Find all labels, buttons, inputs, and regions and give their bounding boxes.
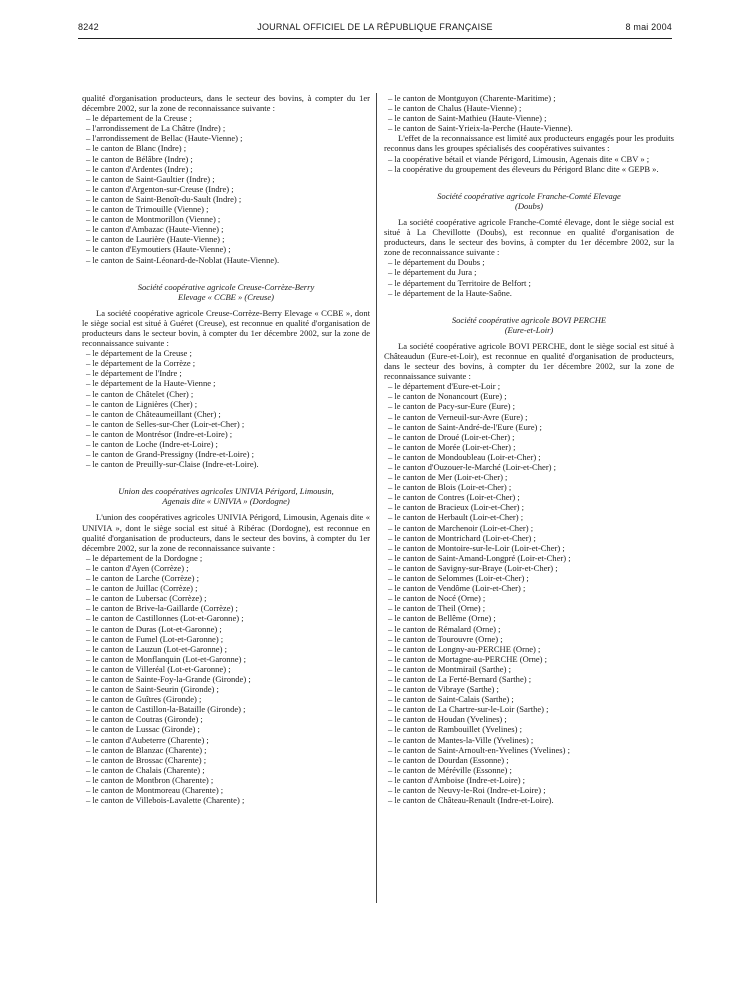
list-item: – le canton de Méréville (Essonne) ; [388, 764, 512, 775]
list-item: – le canton d'Ayen (Corrèze) ; [86, 562, 189, 573]
list-item: – l'arrondissement de La Châtre (Indre) ; [86, 123, 226, 134]
journal-title: JOURNAL OFFICIEL DE LA RÉPUBLIQUE FRANÇAISE [257, 22, 493, 32]
list-item: – le canton de Mantes-la-Ville (Yvelines) ; [388, 734, 534, 745]
list-item: – le canton de Saint-Amand-Longpré (Loir-et-Cher) ; [388, 552, 571, 563]
list-item: – le canton de Vendôme (Loir-et-Cher) ; [388, 583, 526, 594]
section-paragraph-franche-comte: La société coopérative agricole Franche-Comté élevage, dont le siège social est situé à La Chevillotte (Doubs), est reconnue en qualité d'organisation de producteurs, dans le secteur des bovins, à compter du 1er décembre 2002, sur la zone de reconnaissance suivante : [384, 216, 674, 258]
list-item: – le canton de Morée (Loir-et-Cher) ; [388, 441, 516, 452]
list-item: – le canton de Vibraye (Sarthe) ; [388, 684, 499, 695]
list-item: – le canton de La Ferté-Bernard (Sarthe) ; [388, 673, 532, 684]
list-item: – le canton de Juillac (Corrèze) ; [86, 583, 198, 594]
list-item: – le canton de Blanc (Indre) ; [86, 143, 187, 154]
list-item: – le canton de Grand-Pressigny (Indre-et-Loire) ; [86, 449, 255, 460]
univia-continued-list [384, 93, 674, 133]
list-item: – le canton de Monflanquin (Lot-et-Garonne) ; [86, 653, 246, 664]
list-item: – le canton de Montmorillon (Vienne) ; [86, 214, 221, 225]
list-item: – le département du Doubs ; [388, 257, 485, 268]
list-item: – le canton de Contres (Loir-et-Cher) ; [388, 492, 520, 503]
list-item: – le canton de Lignières (Cher) ; [86, 398, 198, 409]
franche-comte-zone-list [384, 257, 674, 297]
list-item: – le canton de Brive-la-Gaillarde (Corrèze) ; [86, 603, 238, 614]
list-item: – le canton de Fumel (Lot-et-Garonne) ; [86, 633, 224, 644]
list-item: – le canton de Saint-Léonard-de-Noblat (Haute-Vienne). [86, 254, 280, 265]
list-item: – le canton de Savigny-sur-Braye (Loir-et-Cher) ; [388, 562, 558, 573]
publication-date: 8 mai 2004 [625, 22, 672, 32]
list-item: – le canton de Castillon-la-Bataille (Gironde) ; [86, 704, 246, 715]
list-item: – le canton de Coutras (Gironde) ; [86, 714, 203, 725]
list-item: – le canton de Laurière (Haute-Vienne) ; [86, 234, 225, 245]
list-item: – le canton de Dourdan (Essonne) ; [388, 754, 509, 765]
list-item: – le canton d'Ambazac (Haute-Vienne) ; [86, 224, 224, 235]
list-item: – la coopérative du groupement des éleveurs du Périgord Blanc dite « GEPB ». [388, 163, 659, 174]
section-paragraph-ccbe: La société coopérative agricole Creuse-Corrèze-Berry Elevage « CCBE », dont le siège social est situé à Guéret (Creuse), est reconnue en qualité d'organisation de producteurs dans le secteur bovin, à compter du 1er décembre 2002, sur la zone de reconnaissance suivante : [82, 307, 370, 349]
list-item: – le canton de Bracieux (Loir-et-Cher) ; [388, 502, 525, 513]
univia-zone-list [82, 553, 370, 805]
list-item: – le canton de Verneuil-sur-Avre (Eure) ; [388, 411, 528, 422]
list-item: – le canton de Marchenoir (Loir-et-Cher) ; [388, 522, 534, 533]
list-item: – le canton d'Ouzouer-le-Marché (Loir-et-Cher) ; [388, 462, 557, 472]
list-item: – le canton de Houdan (Yvelines) ; [388, 714, 507, 725]
list-item: – le canton de Mer (Loir-et-Cher) ; [388, 472, 508, 483]
list-item: – le canton de Blois (Loir-et-Cher) ; [388, 482, 512, 493]
list-item: – le canton de Montmirail (Sarthe) ; [388, 663, 511, 674]
list-item: – le canton de Rémalard (Orne) ; [388, 623, 501, 634]
list-item: – le canton de Nonancourt (Eure) ; [388, 391, 507, 402]
list-item: – le département de la Creuse ; [86, 348, 192, 359]
list-item: – le canton de Saint-André-de-l'Eure (Eure) ; [388, 421, 542, 432]
list-item: – le canton de Pacy-sur-Eure (Eure) ; [388, 401, 516, 412]
list-item: – le canton d'Aubeterre (Charente) ; [86, 734, 209, 745]
bovi-perche-zone-list [384, 381, 674, 805]
list-item: – le canton de Droué (Loir-et-Cher) ; [388, 431, 515, 442]
list-item: – le canton de Tourouvre (Orne) ; [388, 633, 503, 644]
list-item: – le canton de Montbron (Charente) ; [86, 774, 214, 785]
list-item: – le canton de Montmoreau (Charente) ; [86, 785, 224, 795]
list-item: – le canton de Blanzac (Charente) ; [86, 744, 207, 755]
list-item: – le canton de Chalais (Charente) ; [86, 764, 205, 775]
list-item: – le département de la Corrèze ; [86, 358, 196, 369]
section-title-franche-comte: Société coopérative agricole Franche-Comté Elevage (Doubs) [437, 190, 621, 211]
list-item: – le canton de Selles-sur-Cher (Loir-et-Cher) ; [86, 418, 245, 429]
list-item: – le canton d'Ardentes (Indre) ; [86, 163, 193, 174]
list-item: – le canton de Neuvy-le-Roi (Indre-et-Loire) ; [388, 785, 546, 795]
list-item: – le département du Jura ; [388, 267, 477, 278]
section-title-ccbe: Société coopérative agricole Creuse-Corrèze-Berry Elevage « CCBE » (Creuse) [137, 281, 315, 302]
list-item: – le canton de Larche (Corrèze) ; [86, 573, 199, 584]
list-item: – le canton de Mondoubleau (Loir-et-Cher) ; [388, 451, 541, 462]
column-divider [376, 93, 377, 903]
list-item: – le canton de Bélâbre (Indre) ; [86, 153, 193, 164]
list-item: – le canton de Château-Renault (Indre-et-Loire). [388, 795, 554, 806]
list-item: – la coopérative bétail et viande Périgord, Limousin, Agenais dite « CBV » ; [388, 153, 650, 164]
list-item: – le canton de Longny-au-PERCHE (Orne) ; [388, 643, 541, 654]
list-item: – le canton de Châteaumeillant (Cher) ; [86, 408, 221, 419]
section-paragraph-bovi-perche: La société coopérative agricole BOVI PERCHE, dont le siège social est situé à Châteaudun (Eure-et-Loir), est reconnue en qualité d'organisation de producteurs, dans le secteur des bovins, à compter du 1er décembre 2002, sur la zone de reconnaissance suivante : [384, 340, 674, 382]
list-item: – le canton de Castillonnes (Lot-et-Garonne) ; [86, 613, 244, 624]
list-item: – le canton de Loche (Indre-et-Loire) ; [86, 439, 218, 449]
list-item: – le département de la Haute-Vienne ; [86, 378, 216, 389]
list-item: – le département de la Dordogne ; [86, 552, 203, 563]
list-item: – le canton de Lubersac (Corrèze) ; [86, 593, 207, 604]
list-item: – le canton de Villeréal (Lot-et-Garonne) ; [86, 663, 231, 674]
list-item: – le département de la Creuse ; [86, 113, 192, 124]
list-item: – le département de l'Indre ; [86, 368, 182, 379]
list-item: – le canton de Saint-Benoît-du-Sault (Indre) ; [86, 193, 242, 204]
list-item: – le canton d'Eymoutiers (Haute-Vienne) ; [86, 244, 231, 255]
list-item: – le canton de Montrésor (Indre-et-Loire) ; [86, 428, 233, 439]
list-item: – le canton de Lauzun (Lot-et-Garonne) ; [86, 643, 227, 654]
list-item: – le département de la Haute-Saône. [388, 287, 512, 298]
list-item: – le canton de Villebois-Lavalette (Charente) ; [86, 795, 245, 806]
list-item: – le canton de Selommes (Loir-et-Cher) ; [388, 573, 529, 584]
list-item: – le canton de Montguyon (Charente-Maritime) ; [388, 93, 556, 103]
list-item: – le département d'Eure-et-Loir ; [388, 381, 501, 392]
list-item: – le canton de Saint-Mathieu (Haute-Vienne) ; [388, 113, 547, 124]
list-item: – le canton de Sainte-Foy-la-Grande (Gironde) ; [86, 673, 251, 684]
list-item: – le canton de Lussac (Gironde) ; [86, 724, 200, 735]
list-item: – le canton de Montrichard (Loir-et-Cher) ; [388, 532, 536, 543]
list-item: – le canton de Saint-Calais (Sarthe) ; [388, 694, 514, 705]
list-item: – le canton de La Chartre-sur-le-Loir (Sarthe) ; [388, 704, 549, 715]
list-item: – le canton de Preuilly-sur-Claise (Indre-et-Loire). [86, 459, 259, 470]
list-item: – le canton de Saint-Arnoult-en-Yvelines (Yvelines) ; [388, 744, 570, 755]
section-title-bovi-perche: Société coopérative agricole BOVI PERCHE (Eure-et-Loir) [451, 314, 607, 335]
list-item: – l'arrondissement de Bellac (Haute-Vienne) ; [86, 133, 243, 144]
left-column [82, 93, 370, 805]
intro-zone-list [82, 113, 370, 264]
list-item: – le département du Territoire de Belfort ; [388, 277, 531, 288]
section-paragraph-univia: L'union des coopératives agricoles UNIVIA Périgord, Limousin, Agenais dite « UNIVIA », dont le siège social est situé à Ribérac (Dordogne), est reconnue en qualité d'organisation de producteurs, dans le secteur des bovins, à compter du 1er décembre 2002, sur la zone de reconnaissance suivante : [82, 512, 370, 553]
list-item: – le canton de Bellême (Orne) ; [388, 613, 496, 624]
list-item: – le canton de Châtelet (Cher) ; [86, 388, 194, 399]
list-item: – le canton de Saint-Yrieix-la-Perche (Haute-Vienne). [388, 123, 573, 134]
list-item: – le canton de Guîtres (Gironde) ; [86, 694, 202, 705]
ccbe-zone-list [82, 348, 370, 469]
list-item: – le canton de Saint-Gaultier (Indre) ; [86, 173, 215, 184]
effect-paragraph: L'effet de la reconnaissance est limité aux producteurs engagés pour les produits reconnus dans les groupes spécialisés des coopératives suivantes : [384, 133, 674, 154]
list-item: – le canton de Rambouillet (Yvelines) ; [388, 724, 522, 735]
effect-list [384, 154, 674, 174]
list-item: – le canton de Trimouille (Vienne) ; [86, 204, 209, 215]
list-item: – le canton de Chalus (Haute-Vienne) ; [388, 103, 522, 114]
page-number: 8242 [78, 22, 99, 32]
list-item: – le canton d'Amboise (Indre-et-Loire) ; [388, 774, 526, 785]
list-item: – le canton de Brossac (Charente) ; [86, 754, 207, 765]
page-header [78, 20, 672, 39]
list-item: – le canton de Mortagne-au-PERCHE (Orne) ; [388, 653, 548, 664]
intro-paragraph: qualité d'organisation producteurs, dans le secteur des bovins, à compter du 1er décembre 2002, sur la zone de reconnaissance suivante : [82, 93, 370, 114]
section-title-univia: Union des coopératives agricoles UNIVIA Périgord, Limousin, Agenais dite « UNIVIA » (Dordogne) [118, 486, 334, 507]
list-item: – le canton de Saint-Seurin (Gironde) ; [86, 684, 219, 695]
list-item: – le canton de Duras (Lot-et-Garonne) ; [86, 623, 222, 634]
right-column [384, 93, 674, 805]
list-item: – le canton de Nocé (Orne) ; [388, 593, 486, 604]
list-item: – le canton de Montoire-sur-le-Loir (Loir-et-Cher) ; [388, 542, 565, 553]
list-item: – le canton de Theil (Orne) ; [388, 603, 486, 614]
list-item: – le canton d'Argenton-sur-Creuse (Indre) ; [86, 183, 234, 194]
list-item: – le canton de Herbault (Loir-et-Cher) ; [388, 512, 524, 523]
